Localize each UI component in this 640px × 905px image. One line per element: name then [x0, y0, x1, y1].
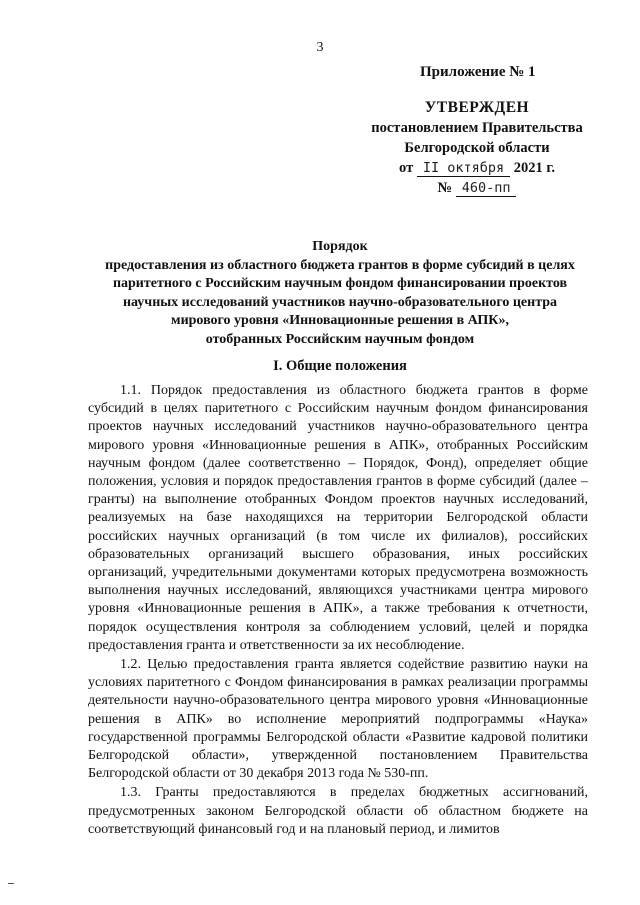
paragraph-1-2: 1.2. Целью предоставления гранта является содействие развитию науки на условиях паритетного с Фондом финансирования в рамках реализации программы деятельности научно-образовательного центра мирового уровня «Инновационные решения в АПК» во исполнение мероприятий подпрограммы «Наука» государственной программы Белгородской области «Развитие кадровой политики Белгородской области», утвержденной постановлением Правительства Белгородской области от 30 декабря 2013 года № 530-пп. — [88, 657, 588, 782]
title-line-5: мирового уровня «Инновационные решения в АПК», — [171, 313, 509, 328]
date-suffix: 2021 г. — [513, 160, 555, 176]
number-prefix: № — [437, 180, 453, 196]
date-handwritten: II октября — [417, 160, 510, 177]
approval-line-2: Белгородской области — [404, 140, 550, 156]
section-heading: I. Общие положения — [273, 358, 407, 374]
paragraph-1-3: 1.3. Гранты предоставляются в пределах бюджетных ассигнований, предусмотренных законом Белгородской области об областном бюджете на соответствующий финансовый год и на плановый период, и лимитов — [88, 785, 588, 837]
approval-date — [362, 158, 592, 178]
title-line-1: Порядок — [312, 239, 368, 254]
appendix-label: Приложение № 1 — [420, 64, 536, 80]
approval-number — [362, 178, 592, 198]
title-line-3: паритетного с Российским научным фондом финансировании проектов — [112, 276, 568, 291]
approval-heading: УТВЕРЖДЕН — [424, 99, 530, 116]
title-line-6: отобранных Российским научным фондом — [205, 331, 475, 347]
approval-block — [362, 98, 592, 198]
document-title — [60, 238, 620, 349]
date-prefix: от — [399, 160, 414, 176]
number-handwritten: 460-пп — [456, 180, 517, 197]
approval-line-1: постановлением Правительства — [371, 120, 583, 136]
scan-mark — [8, 883, 14, 884]
page-number: 3 — [316, 40, 324, 55]
title-line-4: научных исследований участников научно-образовательного центра — [122, 294, 558, 310]
document-body — [88, 382, 588, 840]
paragraph-1-1: 1.1. Порядок предоставления из областного бюджета грантов в форме субсидий в целях паритетного с Российским научным фондом финансирования проектов научных исследований участников научно-образовательного центра мирового уровня «Инновационные решения в АПК», отобранных Российским научным фондом (далее соответственно – Порядок, Фонд), определяет общие положения, условия и порядок предоставления грантов в форме субсидий (далее – гранты) на выполнение отобранных Фондом проектов научных исследований, реализуемых на базе находящихся на территории Белгородской области российских научных организаций (в том числе их филиалов), российских образовательных организаций высшего образования, иных российских организаций, учредительными документами которых предусмотрена возможность выполнения научных исследований, являющихся участниками центра мирового уровня «Инновационные решения в АПК», а также требования к отчетности, порядок осуществления контроля за соблюдением условий, целей и порядка предоставления гранта и ответственности за их несоблюдение. — [88, 383, 588, 653]
title-line-2: предоставления из областного бюджета грантов в форме субсидий в целях — [105, 257, 575, 273]
